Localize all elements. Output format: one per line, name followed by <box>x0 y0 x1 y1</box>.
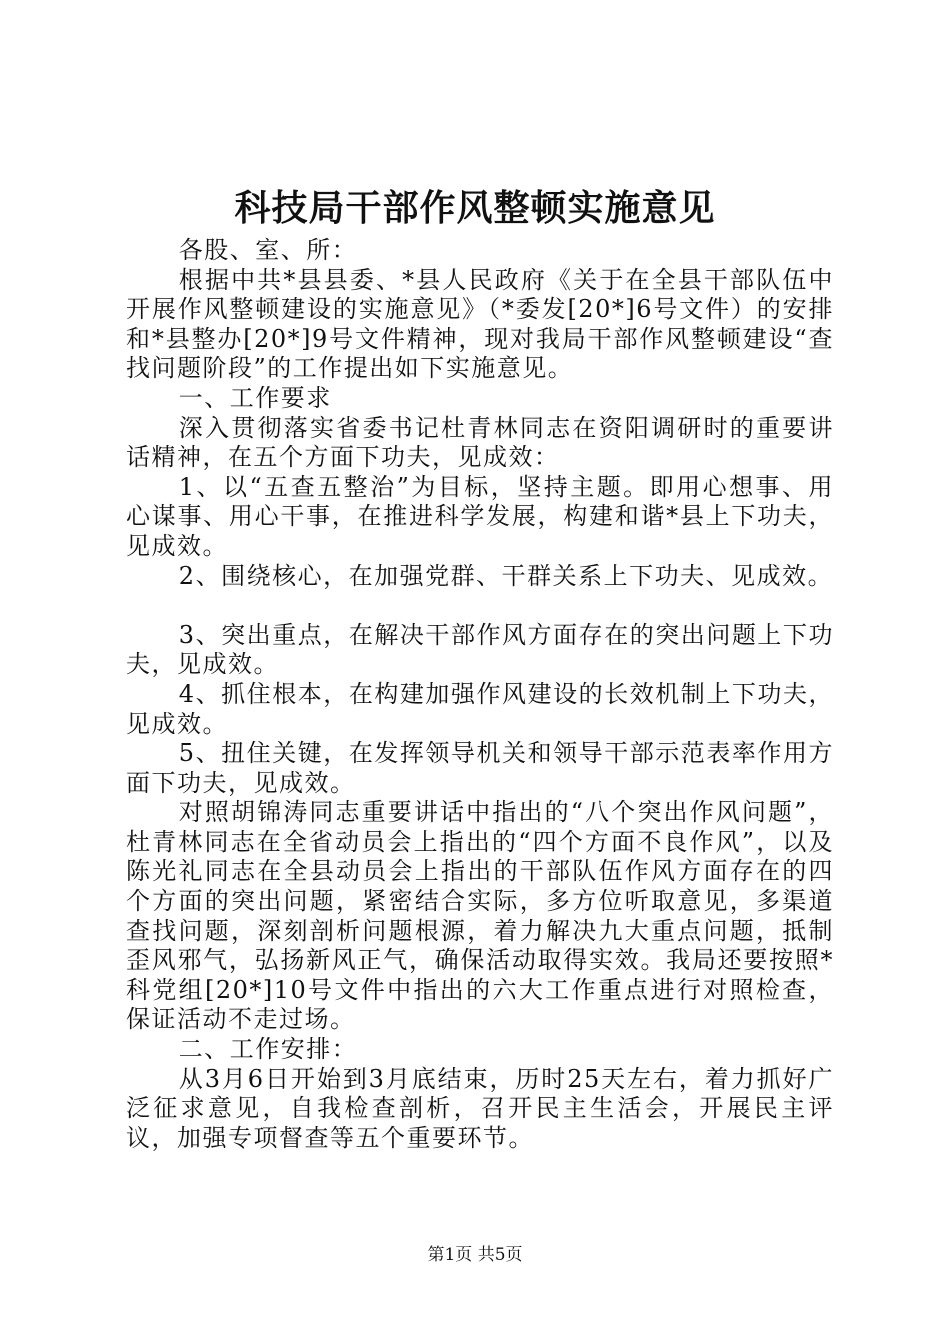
paragraph: 从3月6日开始到3月底结束，历时25天左右，着力抓好广泛征求意见，自我检查剖析，召开民主生活会，开展民主评议，加强专项督查等五个重要环节。 <box>126 1064 834 1152</box>
paragraph: 深入贯彻落实省委书记杜青林同志在资阳调研时的重要讲话精神，在五个方面下功夫，见成效： <box>126 413 834 472</box>
list-item: 3、突出重点，在解决干部作风方面存在的突出问题上下功夫，见成效。 <box>126 620 834 679</box>
section-heading: 一、工作要求 <box>178 383 332 412</box>
document-body <box>126 236 834 1153</box>
list-item: 1、以“五查五整治”为目标，坚持主题。即用心想事、用心谋事、用心干事，在推进科学发展，构建和谐*县上下功夫，见成效。 <box>126 472 834 560</box>
list-item: 5、扭住关键，在发挥领导机关和领导干部示范表率作用方面下功夫，见成效。 <box>126 739 834 797</box>
paragraph: 对照胡锦涛同志重要讲话中指出的“八个突出作风问题”，杜青林同志在全省动员会上指出的“四个方面不良作风”，以及陈光礼同志在全县动员会上指出的干部队伍作风方面存在的四个方面的突出问题，紧密结合实际，多方位听取意见，多渠道查找问题，深刻剖析问题根源，着力解决九大重点问题，抵制歪风邪气，弘扬新风正气，确保活动取得实效。我局还要按照*科党组[20*]10号文件中指出的六大工作重点进行对照检查，保证活动不走过场。 <box>126 798 834 1034</box>
page-footer: 第1页 共5页 <box>427 1245 523 1265</box>
paragraph-salutation: 各股、室、所： <box>178 236 358 264</box>
section-heading: 二、工作安排： <box>178 1035 358 1064</box>
list-item: 4、抓住根本，在构建加强作风建设的长效机制上下功夫，见成效。 <box>126 679 834 738</box>
list-item: 2、围绕核心，在加强党群、干群关系上下功夫、见成效。 <box>178 561 834 590</box>
document-title: 科技局干部作风整顿实施意见 <box>234 187 716 229</box>
paragraph: 根据中共*县县委、*县人民政府《关于在全县干部队伍中开展作风整顿建设的实施意见》（*委发[20*]6号文件）的安排和*县整办[20*]9号文件精神，现对我局干部作风整顿建设“查找问题阶段”的工作提出如下实施意见。 <box>126 265 834 383</box>
